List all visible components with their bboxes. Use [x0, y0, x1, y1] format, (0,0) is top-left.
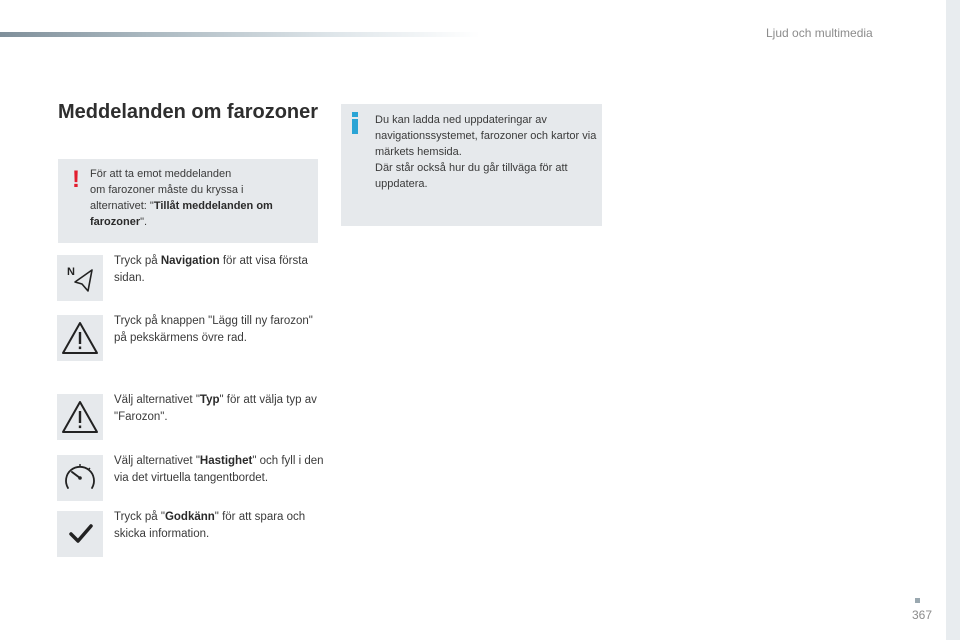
footer-marker [915, 598, 920, 603]
warning-text [90, 166, 310, 230]
warning-line-3-prefix: alternativet: " [90, 200, 154, 212]
section-header: Ljud och multimedia [766, 26, 873, 40]
warning-triangle-icon [57, 315, 103, 361]
navigation-icon [57, 255, 103, 301]
warning-line-2: om farozoner måste du kryssa i [90, 184, 244, 196]
page-number: 367 [912, 608, 933, 622]
step-3-text: Välj alternativet "Typ" för att välja typ av "Farozon". [114, 394, 317, 423]
checkmark-icon [57, 511, 103, 557]
page-title: Meddelanden om farozoner [58, 101, 319, 123]
speedometer-icon [57, 455, 103, 501]
info-text-2: Där står också hur du går tillväga för att uppdatera. [375, 162, 568, 190]
exclamation-icon: ! [72, 166, 80, 193]
side-margin-band [946, 0, 960, 640]
warning-line-1: För att ta emot meddelanden [90, 168, 232, 180]
step-2-text: Tryck på knappen "Lägg till ny farozon" på pekskärmens övre rad. [114, 315, 313, 344]
warning-option-name: Tillåt meddelanden om farozoner [90, 200, 273, 228]
info-text-1: Du kan ladda ned uppdateringar av navigationssystemet, farozoner och kartor via märkets hemsida. [375, 114, 597, 158]
warning-triangle-icon [57, 394, 103, 440]
warning-line-3-suffix: ". [140, 216, 148, 228]
header-decor-bar [0, 32, 480, 37]
info-text [375, 112, 597, 192]
step-4-text: Välj alternativet "Hastighet" och fyll i den via det virtuella tangentbordet. [114, 455, 324, 484]
svg-text:N: N [67, 266, 75, 278]
info-icon [352, 112, 358, 134]
step-5-text: Tryck på "Godkänn" för att spara och skicka information. [114, 511, 306, 540]
step-1-text: Tryck på Navigation för att visa första sidan. [114, 255, 308, 284]
